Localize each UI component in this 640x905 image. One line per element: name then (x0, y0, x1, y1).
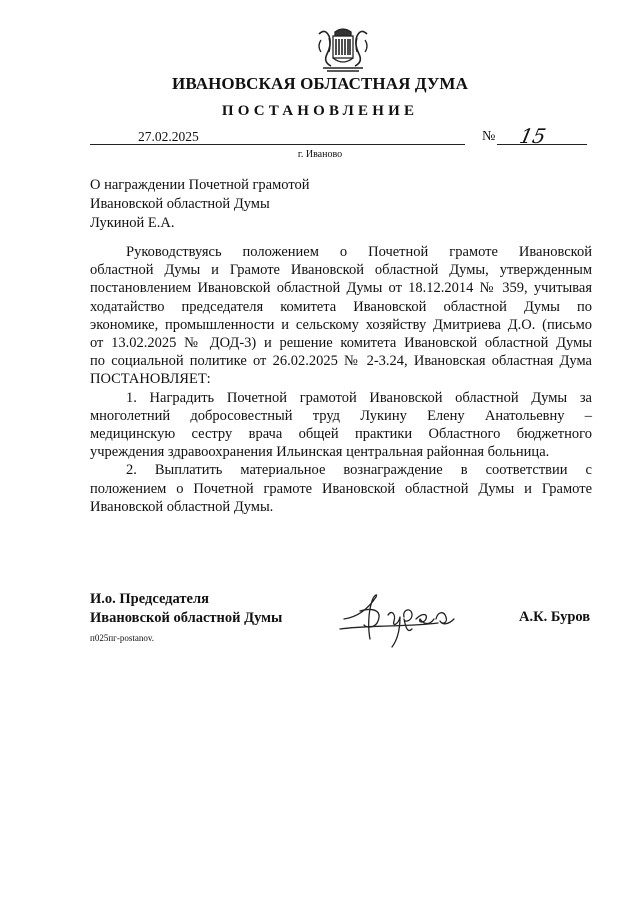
signatory-position (90, 590, 282, 628)
city: г. Иваново (297, 149, 343, 160)
body-line: положением о Почетной грамоте Ивановской областной Думы и Грамоте (90, 480, 592, 497)
body-line: медицинскую сестру врача общей практики Областного бюджетного (90, 426, 592, 443)
document-number: 15 (517, 124, 549, 148)
document-body (90, 243, 592, 516)
number-label: № (482, 129, 496, 144)
body-line: областной Думы и Грамоте Ивановской областной Думы, утвержденным (90, 262, 592, 279)
body-line: по социальной политике от 26.02.2025 № 2-3.24, Ивановская областная Дума (90, 353, 592, 370)
item-1-paragraph (90, 389, 592, 462)
subject-line: О награждении Почетной грамотой (90, 177, 310, 193)
body-line: постановлением Ивановской областной Думы от 18.12.2014 № 359, учитывая (90, 280, 592, 297)
signatory-name: А.К. Буров (519, 609, 591, 625)
position-line: Ивановской областной Думы (90, 610, 283, 626)
document-date: 27.02.2025 (138, 129, 199, 144)
body-line: Ивановской областной Думы. (90, 498, 274, 515)
subject-line: Лукиной Е.А. (90, 215, 175, 231)
body-line: 2. Выплатить материальное вознаграждение в соответствии с (126, 462, 592, 479)
body-line: Руководствуясь положением о Почетной грамоте Ивановской (126, 244, 592, 260)
body-line: учреждения здравоохранения Ильинская центральная районная больница. (90, 444, 550, 461)
handwritten-signature (338, 589, 460, 651)
body-line: 1. Наградить Почетной грамотой Ивановской областной Думы за (126, 389, 592, 406)
document-subject (90, 176, 310, 233)
body-line: экономике, промышленности и сельскому хозяйству Дмитриева Д.О. (письмо (90, 316, 592, 333)
preamble-paragraph (90, 243, 592, 389)
body-line: ПОСТАНОВЛЯЕТ: (90, 371, 211, 388)
file-reference: п025пг-postanov. (90, 633, 154, 643)
subject-line: Ивановской областной Думы (90, 196, 270, 212)
position-line: И.о. Председателя (90, 591, 209, 607)
item-2-paragraph (90, 461, 592, 516)
organization-title: ИВАНОВСКАЯ ОБЛАСТНАЯ ДУМА (172, 74, 468, 93)
body-line: ходатайство председателя комитета Ивановской областной Думы по (90, 298, 592, 315)
body-line: многолетний добросовестный труд Лукину Елену Анатольевну – (90, 407, 592, 424)
coat-of-arms-icon (315, 26, 371, 72)
body-line: от 13.02.2025 № ДОД-3) и решение комитета Ивановской областной Думы (90, 335, 592, 352)
document-type: ПОСТАНОВЛЕНИЕ (221, 103, 419, 119)
